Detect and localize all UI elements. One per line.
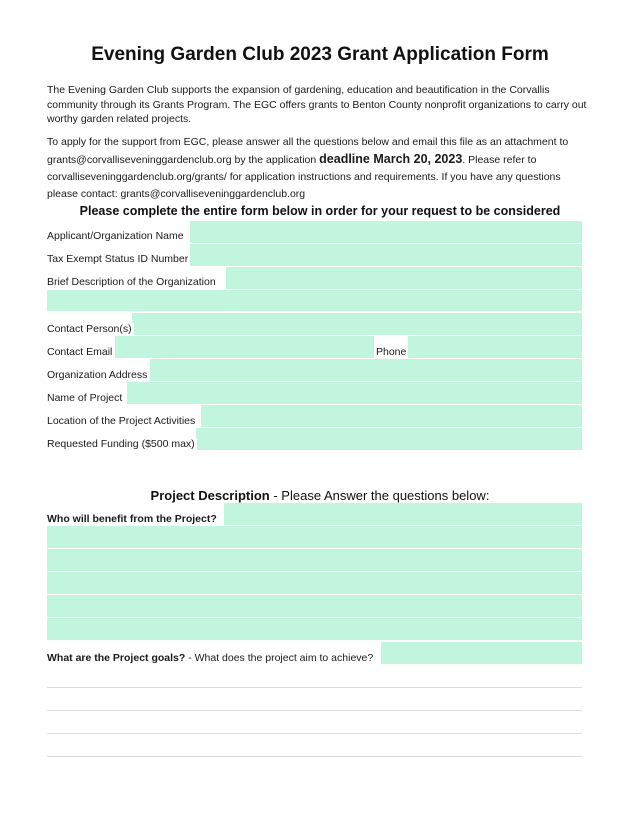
brief-description-label: Brief Description of the Organization [47, 276, 216, 288]
complete-form-heading: Please complete the entire form below in order for your request to be considered [79, 204, 561, 218]
apply-paragraph [47, 134, 592, 203]
beneficiaries-input-line4[interactable] [47, 572, 582, 595]
apply-text-part2: . Please refer to corvalliseveninggardenclub.org/grants/ for application instructions and requirements. If you have any questions please contact: grants@corvalliseveninggardenclub.org [47, 154, 561, 200]
contact-person-label: Contact Person(s) [47, 323, 132, 335]
funding-row [47, 430, 582, 452]
project-description-subtitle: - Please Answer the questions below: [269, 488, 490, 503]
beneficiaries-input-line2[interactable] [47, 526, 582, 549]
project-name-label: Name of Project [47, 392, 123, 404]
applicant-name-label: Applicant/Organization Name [47, 230, 184, 242]
goals-question-hint: - What does the project aim to achieve? [185, 652, 374, 664]
brief-description-row [47, 268, 582, 290]
location-row [47, 407, 582, 429]
location-label: Location of the Project Activities [47, 415, 196, 427]
goals-line-5[interactable] [47, 756, 582, 757]
contact-email-row [47, 338, 582, 360]
project-description-heading [0, 488, 640, 503]
funding-label: Requested Funding ($500 max) [47, 438, 195, 450]
goals-line-4[interactable] [47, 733, 582, 734]
project-description-title: Project Description [150, 488, 270, 503]
tax-id-row [47, 245, 582, 267]
goals-input-line1[interactable] [381, 642, 582, 665]
beneficiaries-question-text: Who will benefit from the Project? [47, 513, 217, 525]
beneficiaries-input-line3[interactable] [47, 549, 582, 572]
brief-description-input-line2[interactable] [47, 290, 582, 312]
beneficiaries-input-line1[interactable] [224, 503, 582, 526]
goals-question [47, 652, 373, 664]
tax-id-label: Tax Exempt Status ID Number [47, 253, 189, 265]
beneficiaries-input-line6[interactable] [47, 618, 582, 641]
org-address-label: Organization Address [47, 369, 148, 381]
form-title: Evening Garden Club 2023 Grant Application Form [91, 44, 549, 65]
goals-question-text: What are the Project goals? [47, 652, 186, 664]
org-address-row [47, 361, 582, 383]
phone-label: Phone [376, 346, 407, 358]
beneficiaries-input-line5[interactable] [47, 595, 582, 618]
apply-text-part1: To apply for the support from EGC, please answer all the questions below and email this file as an attachment to grants@corvalliseveninggardenclub.org by the application [47, 136, 569, 166]
goals-line-2[interactable] [47, 687, 582, 688]
contact-email-label: Contact Email [47, 346, 113, 358]
goals-line-3[interactable] [47, 710, 582, 711]
beneficiaries-question [47, 513, 217, 525]
applicant-name-row [47, 222, 582, 244]
contact-person-row [47, 315, 582, 337]
project-name-row [47, 384, 582, 406]
intro-paragraph: The Evening Garden Club supports the expansion of gardening, education and beautification in the Corvallis community through its Grants Program. The EGC offers grants to Benton County nonprofit organizations to carry out worthy garden related projects. [47, 84, 587, 125]
deadline-text: deadline March 20, 2023 [319, 152, 463, 166]
